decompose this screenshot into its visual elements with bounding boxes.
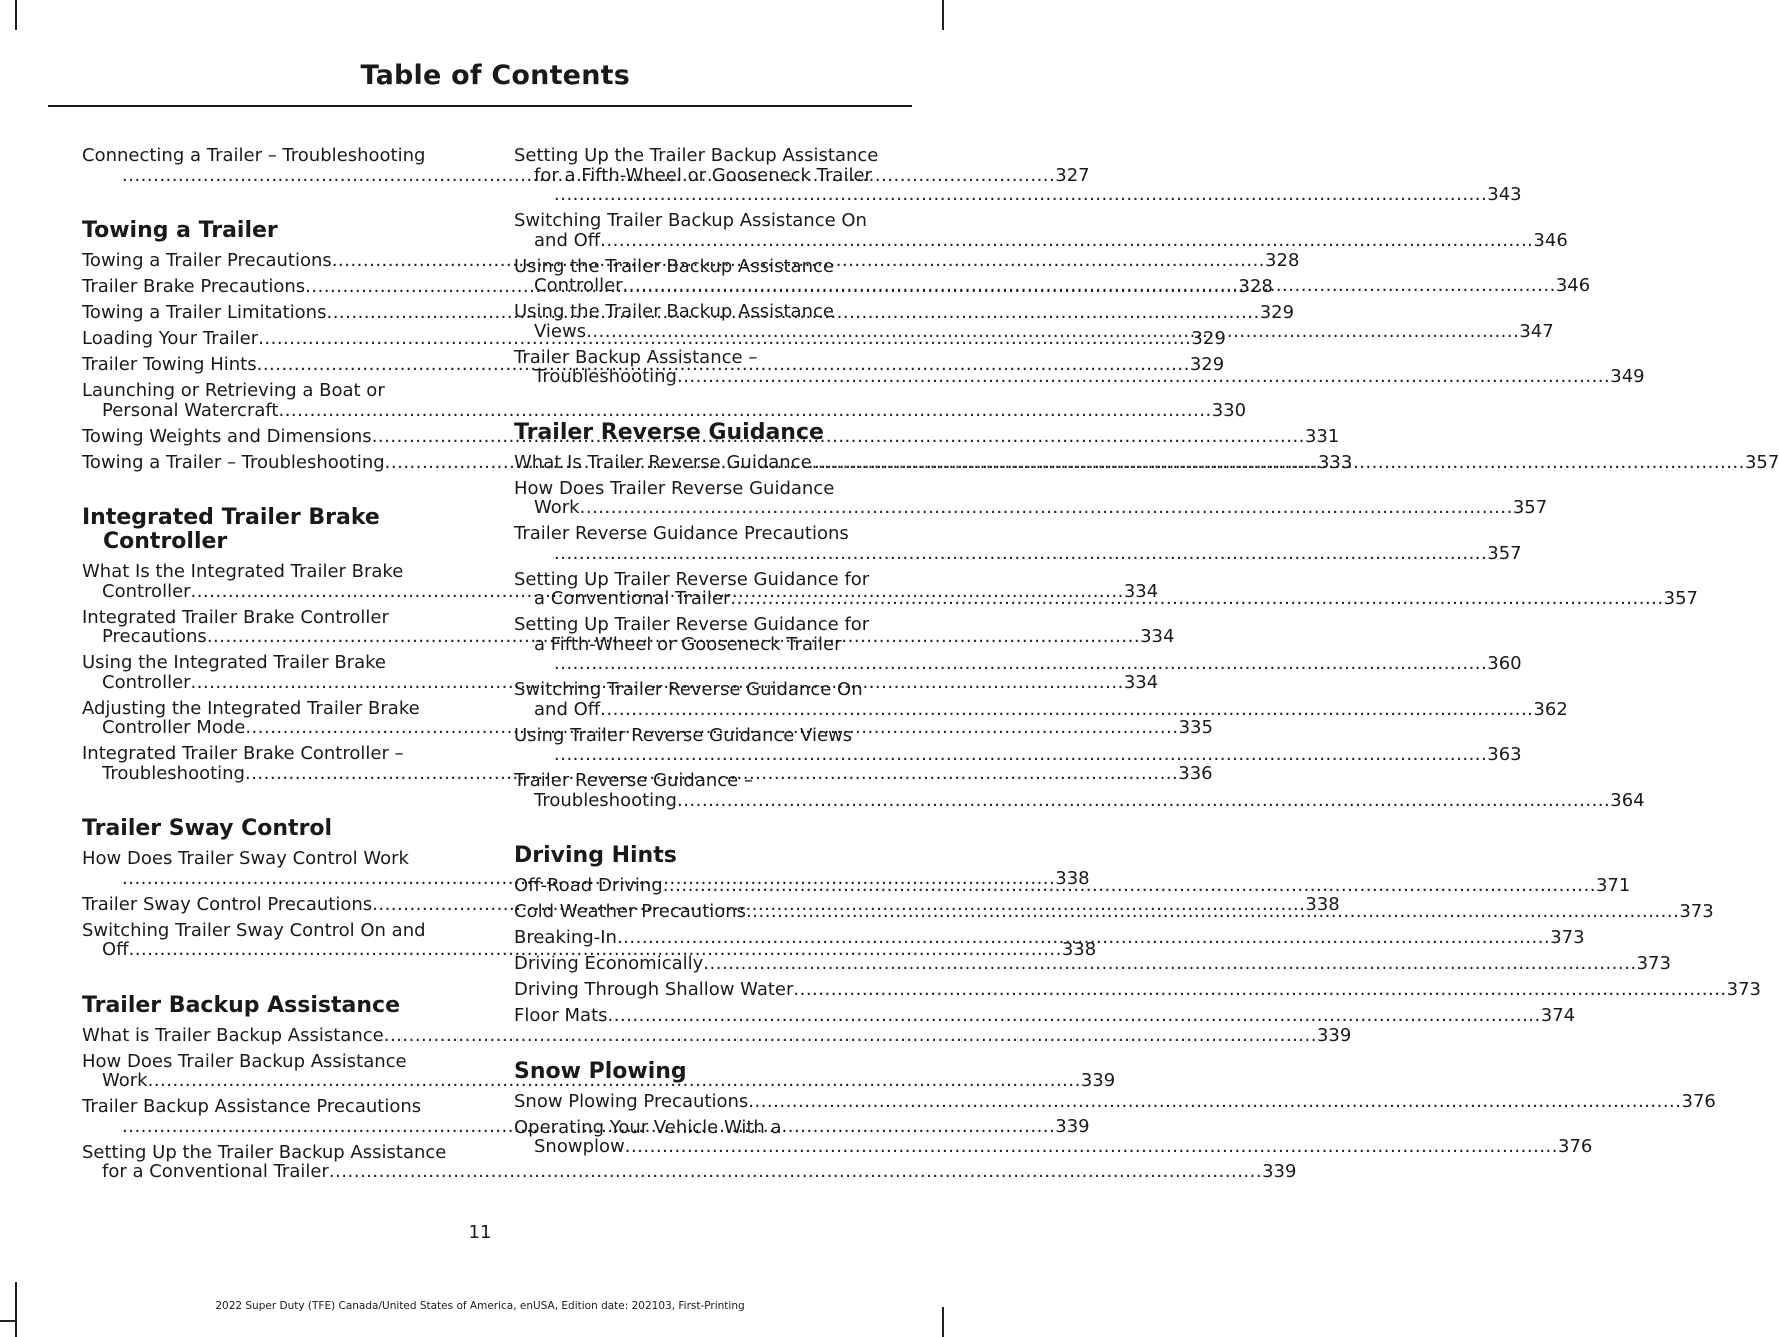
toc-entry-title: What is Trailer Backup Assistance — [82, 1024, 384, 1046]
toc-entry-title: a Fifth-Wheel or Gooseneck Trailer — [534, 633, 842, 655]
toc-entry-title: Adjusting the Integrated Trailer Brake — [82, 697, 420, 719]
toc-entry[interactable] — [514, 1005, 1576, 1026]
section-heading: Integrated Trailer Brake Controller — [82, 505, 380, 554]
leader-dots — [600, 700, 1533, 720]
crop-mark-top-right — [942, 0, 944, 30]
toc-entry-title: Controller — [102, 671, 191, 693]
toc-entry-page: 376 — [1558, 1136, 1593, 1157]
toc-entry-title: Setting Up Trailer Reverse Guidance for — [514, 568, 870, 590]
toc-entry-page: 346 — [1555, 275, 1591, 296]
leader-dots — [748, 1092, 1681, 1112]
toc-entry-page: 357 — [1663, 588, 1698, 609]
toc-entry-page: 334 — [1123, 580, 1159, 602]
leader-dots — [625, 1137, 1558, 1157]
toc-entry-title: Towing a Trailer Limitations — [82, 302, 327, 323]
section-heading: Towing a Trailer — [82, 218, 278, 243]
toc-entry-title: Snowplow — [534, 1136, 625, 1157]
toc-entry-page: 339 — [1080, 1070, 1116, 1091]
toc-entry[interactable] — [514, 953, 1671, 974]
crop-mark-top-left — [15, 0, 17, 30]
toc-entry-page: 335 — [1178, 717, 1213, 738]
toc-entry[interactable] — [514, 210, 1568, 251]
toc-entry-title: How Does Trailer Backup Assistance — [82, 1050, 407, 1072]
leader-dots — [586, 322, 1519, 342]
toc-entry-page: 357 — [1487, 542, 1522, 564]
section-heading: Trailer Sway Control — [82, 816, 333, 841]
section-heading: Trailer Reverse Guidance — [514, 419, 824, 445]
toc-entry-title: Using the Trailer Backup Assistance — [514, 255, 834, 277]
toc-entry-page: 357 — [1512, 497, 1548, 518]
toc-entry-page: 371 — [1595, 875, 1631, 896]
toc-entry-page: 339 — [1262, 1161, 1297, 1182]
toc-entry-page: 346 — [1533, 229, 1568, 251]
toc-entry-page: 328 — [1238, 276, 1273, 297]
toc-entry-page: 329 — [1259, 302, 1295, 323]
toc-entry-title: Trailer Reverse Guidance Precautions — [514, 523, 849, 544]
toc-entry-title: Controller — [102, 580, 191, 602]
toc-entry[interactable] — [514, 979, 1762, 1000]
toc-entry-page: 357 — [1744, 451, 1779, 473]
toc-entry-title: Setting Up the Trailer Backup Assistance — [82, 1141, 447, 1163]
toc-entry-page: 373 — [1636, 953, 1671, 974]
toc-entry-page: 364 — [1610, 789, 1645, 811]
toc-entry-title: Setting Up Trailer Reverse Guidance for — [514, 614, 870, 635]
leader-dots — [663, 876, 1596, 896]
toc-entry[interactable] — [82, 1024, 1352, 1046]
toc-entry-title: Cold Weather Precautions — [514, 901, 747, 922]
toc-entry-title: What Is Trailer Reverse Guidance — [514, 451, 812, 473]
toc-entry-title: Driving Through Shallow Water — [514, 979, 794, 1000]
toc-entry-title: Operating Your Vehicle With a — [514, 1116, 782, 1138]
toc-entry-title: Using the Integrated Trailer Brake — [82, 652, 386, 673]
toc-entry-page: 328 — [1265, 250, 1300, 271]
toc-entry-page: 362 — [1533, 698, 1568, 720]
leader-dots — [600, 231, 1533, 251]
toc-entry-page: 339 — [1316, 1024, 1352, 1046]
toc-entry-page: 360 — [1487, 653, 1522, 674]
leader-dots — [608, 1006, 1541, 1026]
toc-entry-title: Trailer Backup Assistance – — [514, 346, 758, 368]
toc-entry-page: 336 — [1178, 762, 1213, 784]
toc-entry-title: Launching or Retrieving a Boat or — [82, 380, 385, 401]
toc-entry-page: 331 — [1304, 425, 1340, 447]
toc-entry-title: Trailer Brake Precautions — [82, 276, 306, 297]
leader-dots — [730, 589, 1663, 609]
toc-entry-title: Integrated Trailer Brake Controller – — [82, 743, 404, 764]
page-number: 11 — [468, 1222, 492, 1243]
toc-entry-page: 338 — [1061, 939, 1097, 960]
toc-entry-title: for a Fifth-Wheel or Gooseneck Trailer — [534, 164, 872, 186]
page-title: Table of Contents — [360, 60, 630, 91]
toc-entry-title: How Does Trailer Reverse Guidance — [514, 477, 835, 499]
toc-entry-page: 339 — [1055, 1115, 1090, 1137]
header-divider — [48, 105, 912, 107]
toc-entry-title: Trailer Sway Control Precautions — [82, 893, 373, 915]
toc-entry-page: 329 — [1191, 328, 1226, 349]
toc-entry-page: 376 — [1681, 1090, 1716, 1112]
leader-dots — [554, 745, 1487, 765]
leader-dots — [554, 654, 1487, 674]
toc-entry-title: Connecting a Trailer – Troubleshooting — [82, 145, 426, 166]
toc-entry-title: Troubleshooting — [534, 366, 677, 387]
section-heading: Trailer Backup Assistance — [82, 992, 400, 1018]
leader-dots — [703, 954, 1636, 974]
toc-entry-page: 333 — [1317, 451, 1353, 473]
toc-entry-title: and Off — [534, 229, 601, 251]
toc-entry-page: 338 — [1055, 867, 1090, 889]
toc-entry-page: 373 — [1679, 901, 1714, 922]
leader-dots — [623, 276, 1556, 296]
toc-entry-title: Loading Your Trailer — [82, 328, 259, 349]
section-heading: Snow Plowing — [514, 1058, 687, 1084]
toc-entry-title: Using the Trailer Backup Assistance — [514, 301, 834, 322]
toc-entry[interactable] — [514, 927, 1585, 948]
toc-entry-title: Off — [102, 939, 129, 960]
toc-entry-title: Controller — [534, 275, 623, 296]
toc-entry-title: for a Conventional Trailer — [102, 1161, 329, 1182]
toc-entry[interactable] — [82, 380, 1247, 421]
toc-entry-page: 363 — [1487, 744, 1522, 765]
toc-entry-title: Work — [534, 497, 580, 518]
toc-entry[interactable] — [514, 523, 1522, 564]
leader-dots — [580, 498, 1513, 518]
toc-entry-title: Controller Mode — [102, 717, 246, 738]
leader-dots — [677, 367, 1610, 387]
toc-entry-title: Breaking-In — [514, 927, 617, 948]
leader-dots — [329, 1162, 1262, 1182]
leader-dots — [677, 791, 1610, 811]
toc-entry-page: 334 — [1140, 626, 1175, 647]
toc-entry-title: Precautions — [102, 626, 207, 647]
toc-entry-title: Driving Economically — [514, 953, 704, 974]
toc-entry-title: Trailer Reverse Guidance – — [514, 770, 753, 791]
toc-entry-title: Switching Trailer Sway Control On and — [82, 919, 426, 941]
toc-entry-title: Switching Trailer Reverse Guidance On — [514, 679, 863, 700]
leader-dots — [812, 453, 1745, 473]
leader-dots — [554, 544, 1487, 564]
toc-entry-title: a Conventional Trailer — [534, 588, 731, 609]
toc-entry-title: What Is the Integrated Trailer Brake — [82, 561, 404, 582]
crop-mark-bottom-left-h — [0, 1320, 17, 1322]
toc-entry-page: 338 — [1305, 893, 1340, 915]
toc-entry-title: Trailer Backup Assistance Precautions — [82, 1096, 422, 1117]
toc-entry-page: 347 — [1519, 320, 1554, 342]
toc-entry-title: and Off — [534, 698, 601, 720]
toc-entry-title: Personal Watercraft — [102, 399, 279, 421]
toc-entry-page: 373 — [1550, 927, 1585, 948]
toc-entry-page: 330 — [1211, 399, 1247, 421]
toc-entry[interactable] — [514, 1090, 1716, 1112]
toc-entry-title: Towing Weights and Dimensions — [82, 425, 372, 447]
toc-entry-title: Trailer Towing Hints — [82, 354, 257, 375]
leader-dots — [746, 902, 1679, 922]
toc-entry-title: Troubleshooting — [102, 762, 245, 784]
toc-entry-title: Views — [534, 320, 587, 342]
toc-entry-title: Switching Trailer Backup Assistance On — [514, 210, 867, 231]
toc-entry-title: Integrated Trailer Brake Controller — [82, 606, 389, 628]
leader-dots — [554, 185, 1487, 205]
toc-entry-page: 329 — [1189, 354, 1225, 375]
toc-entry-page: 349 — [1610, 366, 1645, 387]
toc-entry-title: Towing a Trailer Precautions — [82, 250, 332, 271]
toc-entry-page: 373 — [1726, 979, 1762, 1000]
toc-entry-page: 374 — [1540, 1005, 1576, 1026]
footer-edition-text: 2022 Super Duty (TFE) Canada/United States of America, enUSA, Edition date: 202103, First-Printing — [215, 1300, 745, 1312]
toc-entry-title: Troubleshooting — [534, 789, 677, 811]
toc-entry-title: Using Trailer Reverse Guidance Views — [514, 724, 853, 746]
toc-entry-title: Off-Road Driving — [514, 875, 663, 896]
toc-entry-title: Snow Plowing Precautions — [514, 1090, 749, 1112]
toc-entry-title: Work — [102, 1070, 148, 1091]
toc-entry-page: 327 — [1055, 164, 1090, 186]
toc-entry-page: 334 — [1123, 671, 1159, 693]
toc-entry-title: Setting Up the Trailer Backup Assistance — [514, 145, 879, 166]
toc-entry-title: Floor Mats — [514, 1005, 608, 1026]
toc-entry-title: Towing a Trailer – Troubleshooting — [82, 451, 385, 473]
leader-dots — [793, 980, 1726, 1000]
toc-entry[interactable] — [514, 477, 1548, 518]
section-heading: Driving Hints — [514, 843, 677, 868]
leader-dots — [617, 928, 1550, 948]
toc-entry-title: How Does Trailer Sway Control Work — [82, 848, 409, 869]
toc-entry-page: 343 — [1487, 184, 1522, 205]
